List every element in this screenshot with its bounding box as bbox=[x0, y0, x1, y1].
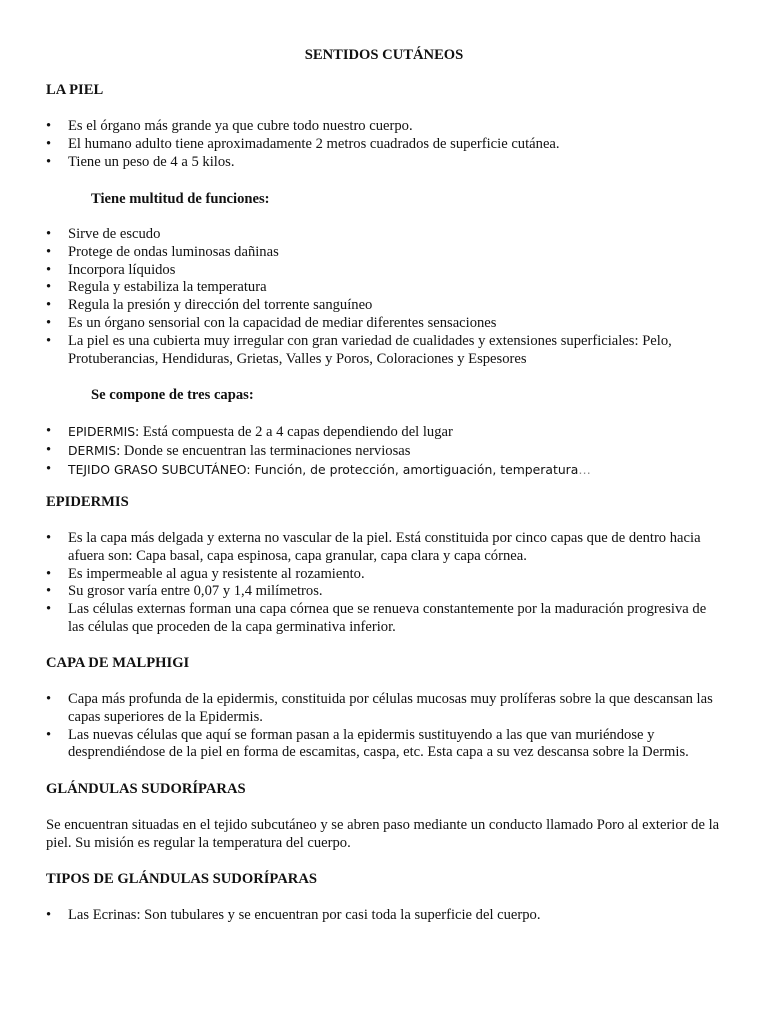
list-item: • Regula y estabiliza la temperatura bbox=[46, 279, 726, 297]
heading-capas: Se compone de tres capas: bbox=[91, 387, 254, 403]
list-item: • Su grosor varía entre 0,07 y 1,4 milímetros. bbox=[46, 583, 726, 601]
layer-trail: … bbox=[578, 461, 591, 477]
tipos-bullets bbox=[46, 907, 726, 925]
list-item: • Tiene un peso de 4 a 5 kilos. bbox=[46, 154, 726, 172]
list-item: • La piel es una cubierta muy irregular con gran variedad de cualidades y extensiones superficiales: Pelo, Protuberancias, Hendiduras, Grietas, Valles y Poros, Coloraciones y Espesores bbox=[46, 333, 726, 369]
heading-epidermis: EPIDERMIS bbox=[46, 494, 129, 510]
list-item: • El humano adulto tiene aproximadamente 2 metros cuadrados de superficie cutánea. bbox=[46, 136, 726, 154]
list-item: • Es un órgano sensorial con la capacidad de mediar diferentes sensaciones bbox=[46, 315, 726, 333]
epidermis-bullets bbox=[46, 530, 726, 637]
layer-name: EPIDERMIS bbox=[68, 424, 136, 439]
list-item bbox=[46, 442, 726, 461]
list-item bbox=[46, 461, 726, 480]
list-item: • Protege de ondas luminosas dañinas bbox=[46, 244, 726, 262]
list-item: • Es el órgano más grande ya que cubre todo nuestro cuerpo. bbox=[46, 118, 726, 136]
document-title: SENTIDOS CUTÁNEOS bbox=[304, 47, 464, 63]
sudoriparas-paragraph: Se encuentran situadas en el tejido subcutáneo y se abren paso mediante un conducto llamado Poro al exterior de la piel. Su misión es regular la temperatura del cuerpo. bbox=[46, 817, 720, 851]
list-item bbox=[46, 423, 726, 442]
list-item: • Regula la presión y dirección del torrente sanguíneo bbox=[46, 297, 726, 315]
list-item: • Es impermeable al agua y resistente al rozamiento. bbox=[46, 566, 726, 584]
list-item: • Sirve de escudo bbox=[46, 226, 726, 244]
layer-name: DERMIS bbox=[68, 442, 117, 458]
capas-bullets bbox=[46, 423, 726, 479]
malphigi-bullets bbox=[46, 691, 726, 762]
layer-text: : Está compuesta de 2 a 4 capas dependiendo del lugar bbox=[135, 424, 453, 440]
list-item: • Incorpora líquidos bbox=[46, 262, 726, 280]
heading-funciones: Tiene multitud de funciones: bbox=[91, 191, 270, 207]
list-item: • Las Ecrinas: Son tubulares y se encuentran por casi toda la superficie del cuerpo. bbox=[46, 907, 726, 925]
list-item: • Es la capa más delgada y externa no vascular de la piel. Está constituida por cinco capas que de dentro hacia afuera son: Capa basal, capa espinosa, capa granular, capa clara y capa córnea. bbox=[46, 530, 726, 566]
list-item: • Capa más profunda de la epidermis, constituida por células mucosas muy prolíferas sobre la que descansan las capas superiores de la Epidermis. bbox=[46, 691, 726, 727]
funciones-bullets bbox=[46, 226, 726, 368]
layer-text: : Donde se encuentran las terminaciones nerviosas bbox=[116, 442, 411, 459]
list-item: • Las nuevas células que aquí se forman pasan a la epidermis sustituyendo a las que van muriéndose y desprendiéndose de la piel en forma de escamitas, caspa, etc. Esta capa a su vez descansa sobre la Dermis. bbox=[46, 727, 726, 763]
heading-la-piel: LA PIEL bbox=[46, 82, 104, 98]
la-piel-bullets bbox=[46, 118, 726, 171]
layer-name: TEJIDO GRASO SUBCUTÁNEO bbox=[68, 461, 247, 477]
list-item: • Las células externas forman una capa córnea que se renueva constantemente por la maduración progresiva de las células que proceden de la capa germinativa inferior. bbox=[46, 601, 726, 637]
heading-sudoriparas: GLÁNDULAS SUDORÍPARAS bbox=[46, 781, 246, 797]
heading-tipos: TIPOS DE GLÁNDULAS SUDORÍPARAS bbox=[46, 871, 317, 887]
layer-text: : Función, de protección, amortiguación, temperatura bbox=[246, 461, 579, 477]
heading-malphigi: CAPA DE MALPHIGI bbox=[46, 655, 190, 671]
